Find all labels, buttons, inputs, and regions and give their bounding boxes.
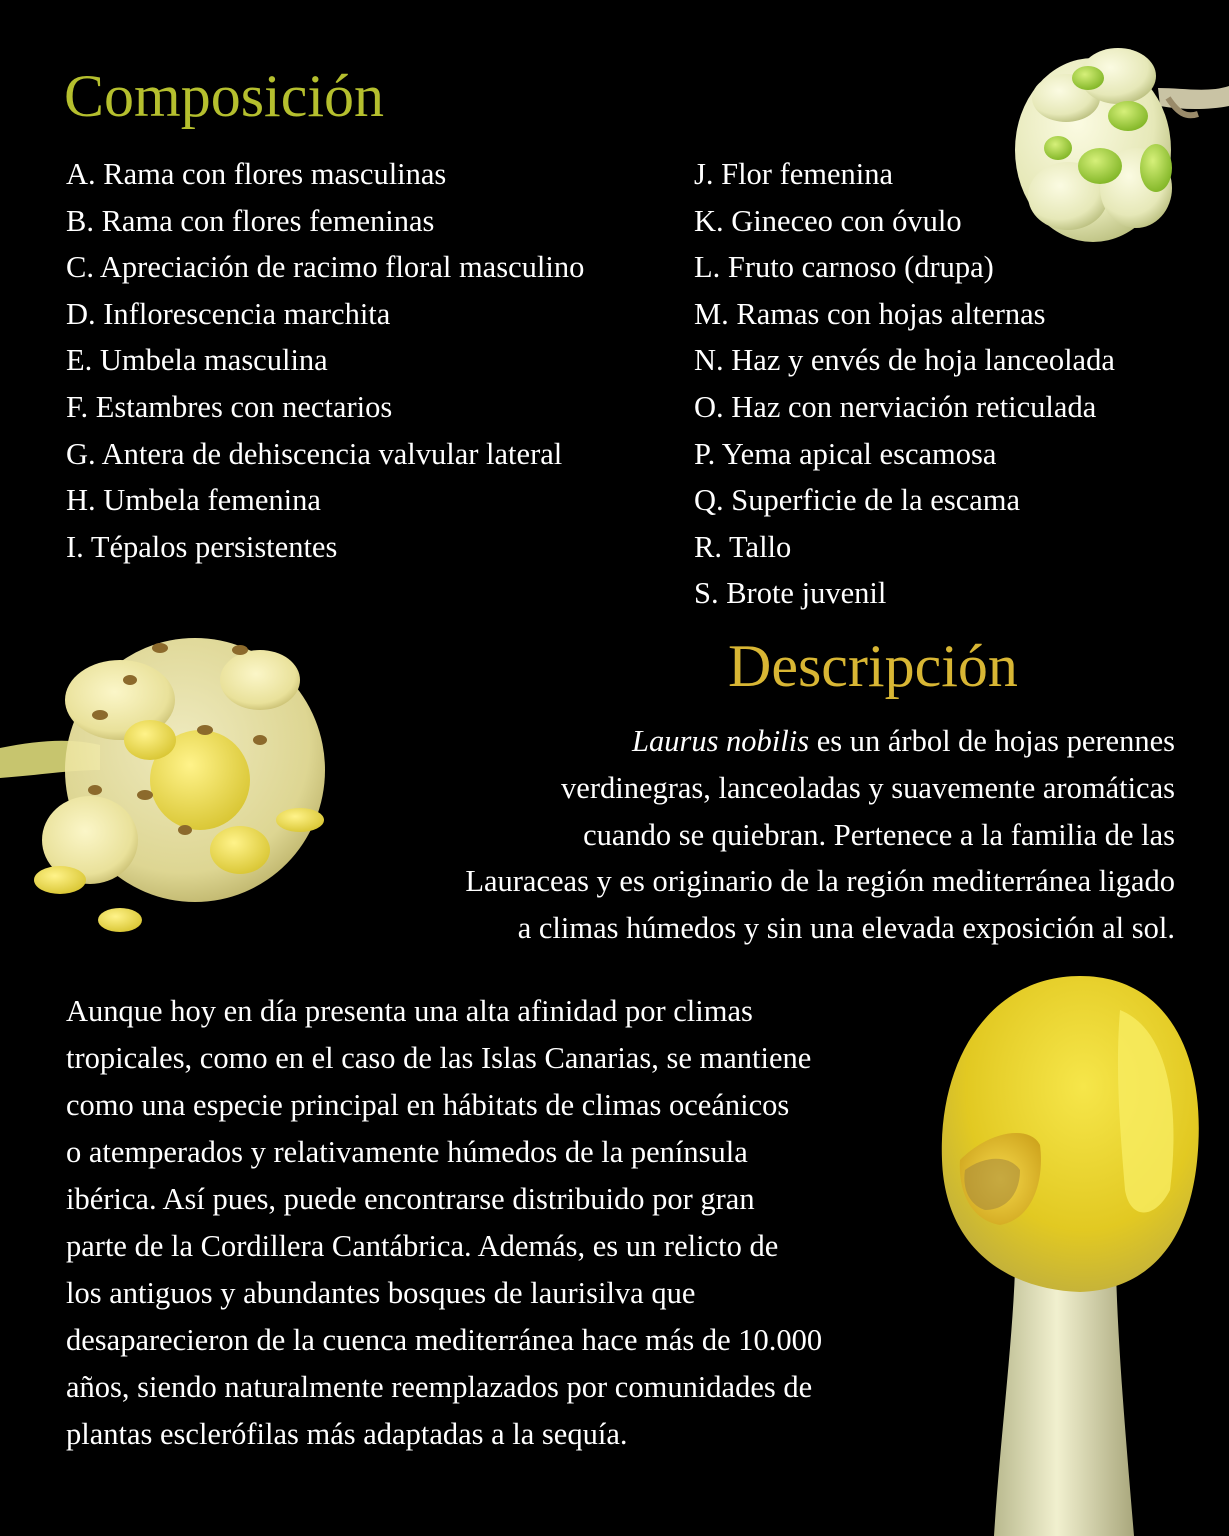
body-line: plantas esclerófilas más adaptadas a la sequía.	[66, 1417, 628, 1451]
list-item: H. Umbela femenina	[66, 483, 321, 518]
list-item: B. Rama con flores femeninas	[66, 203, 435, 238]
list-item: I. Tépalos persistentes	[66, 529, 338, 564]
list-item: G. Antera de dehiscencia valvular lateral	[66, 436, 563, 471]
list-item: L. Fruto carnoso (drupa)	[694, 250, 994, 285]
list-item: O. Haz con nerviación reticulada	[694, 389, 1097, 424]
descripcion-body	[66, 988, 966, 1458]
list-item: Q. Superficie de la escama	[694, 483, 1021, 518]
list-item: R. Tallo	[694, 529, 792, 564]
list-item: K. Gineceo con óvulo	[694, 203, 962, 238]
body-line: como una especie principal en hábitats de climas oceánicos	[66, 1088, 790, 1122]
stamen-anther-photo	[930, 970, 1229, 1536]
list-item: D. Inflorescencia marchita	[66, 296, 391, 331]
intro-line: verdinegras, lanceoladas y suavemente aromáticas	[561, 770, 1175, 805]
female-flower-photo	[1008, 18, 1229, 250]
body-line: parte de la Cordillera Cantábrica. Además, es un relicto de	[66, 1229, 779, 1263]
list-item: P. Yema apical escamosa	[694, 436, 997, 471]
body-line: años, siendo naturalmente reemplazados por comunidades de	[66, 1370, 813, 1404]
intro-line-text: es un árbol de hojas perennes	[809, 724, 1175, 758]
body-line: tropicales, como en el caso de las Islas Canarias, se mantiene	[66, 1041, 812, 1075]
body-line: ibérica. Así pues, puede encontrarse distribuido por gran	[66, 1182, 755, 1216]
body-line: los antiguos y abundantes bosques de laurisilva que	[66, 1276, 696, 1310]
intro-line: cuando se quiebran. Pertenece a la familia de las	[583, 817, 1175, 852]
body-line: desaparecieron de la cuenca mediterránea hace más de 10.000	[66, 1323, 823, 1357]
body-line: Aunque hoy en día presenta una alta afinidad por climas	[66, 994, 753, 1028]
list-item: N. Haz y envés de hoja lanceolada	[694, 343, 1115, 378]
species-name: Laurus nobilis	[631, 724, 810, 758]
male-umbel-photo	[0, 620, 340, 950]
list-item: J. Flor femenina	[694, 157, 894, 191]
composicion-title: Composición	[64, 63, 385, 129]
list-item: F. Estambres con nectarios	[66, 389, 393, 424]
list-item: M. Ramas con hojas alternas	[694, 296, 1046, 331]
list-item: S. Brote juvenil	[694, 576, 887, 611]
list-item: E. Umbela masculina	[66, 343, 328, 378]
intro-line: Lauraceas y es originario de la región mediterránea ligado	[465, 864, 1175, 899]
body-line: o atemperados y relativamente húmedos de la península	[66, 1135, 748, 1169]
descripcion-intro	[315, 718, 1175, 952]
intro-line: a climas húmedos y sin una elevada exposición al sol.	[517, 911, 1175, 946]
intro-line	[315, 718, 1175, 765]
list-item: C. Apreciación de racimo floral masculino	[66, 250, 585, 285]
list-item: A. Rama con flores masculinas	[66, 157, 447, 191]
composicion-list-left	[66, 151, 584, 570]
descripcion-title: Descripción	[728, 633, 1018, 699]
